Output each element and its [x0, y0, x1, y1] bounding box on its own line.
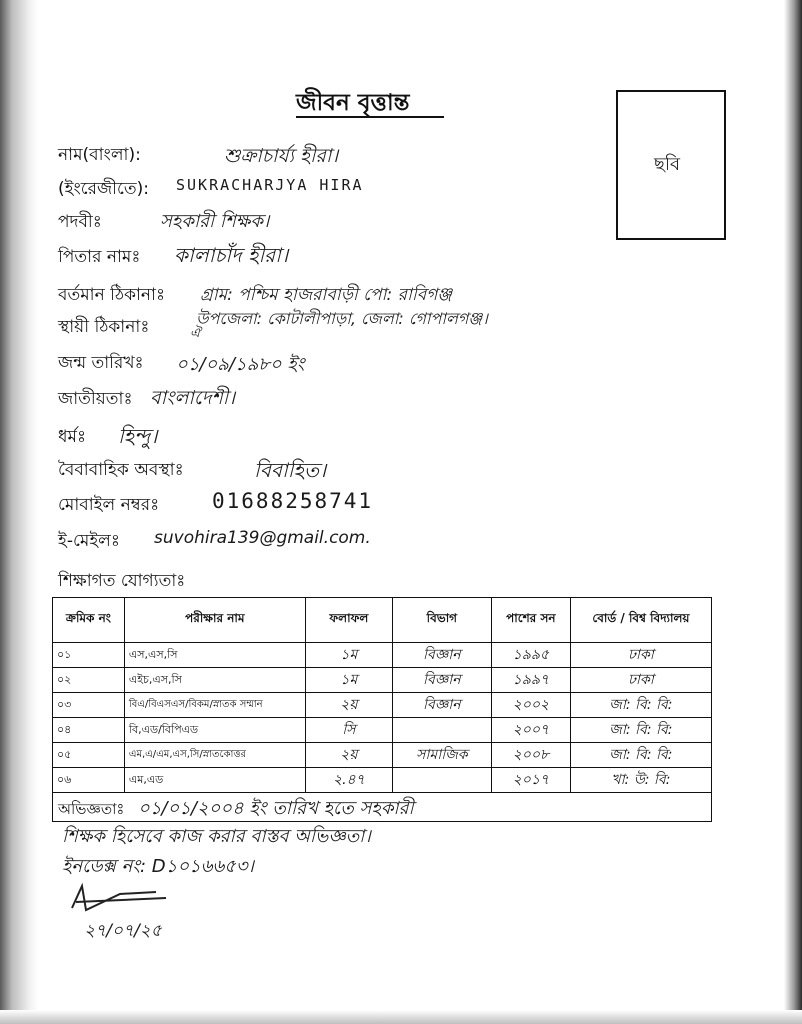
table-row [53, 643, 712, 668]
value-present-address: গ্রাম: পশ্চিম হাজরাবাড়ী পো: রাবিগঞ্জ [200, 285, 452, 305]
cell-board: জা: বি: বি: [570, 743, 711, 768]
label-mobile: মোবাইল নম্বরঃ [58, 495, 160, 515]
cell-result: সি [305, 718, 392, 743]
cell-result: ২য় [305, 743, 392, 768]
scan-shadow-right [784, 0, 802, 1024]
value-date-of-birth: ০১/০৯/১৯৮০ ইং [176, 354, 305, 375]
header-pass-year: পাশের সন [491, 598, 570, 643]
cell-exam: বি,এড/বিপিএড [124, 718, 305, 743]
cell-board: খা: উ: বি: [570, 768, 711, 793]
scan-shadow-left [0, 0, 38, 1024]
cell-department: বিজ্ঞান [392, 668, 491, 693]
label-father-name: পিতার নামঃ [58, 247, 141, 267]
signature-mark [66, 880, 186, 920]
cell-exam: এম,এ/এম,এস,সি/স্নাতকোত্তর [124, 743, 305, 768]
cell-serial: ০২ [53, 668, 125, 693]
cell-result: ২.৪৭ [305, 768, 392, 793]
experience-line-2: শিক্ষক হিসেবে কাজ করার বাস্তব অভিজ্ঞতা। [62, 826, 371, 847]
cell-department: বিজ্ঞান [392, 693, 491, 718]
header-exam: পরীক্ষার নাম [124, 598, 305, 643]
table-row [53, 668, 712, 693]
header-serial: ক্রমিক নং [53, 598, 125, 643]
value-religion: হিন্দু। [118, 424, 158, 448]
label-nationality: জাতীয়তাঃ [58, 389, 133, 409]
cell-exam: এইচ,এস,সি [124, 668, 305, 693]
value-name-english: SUKRACHARJYA HIRA [176, 176, 364, 194]
cell-serial: ০৩ [53, 693, 125, 718]
table-row [53, 768, 712, 793]
cell-exam: এস,এস,সি [124, 643, 305, 668]
label-designation: পদবীঃ [58, 212, 102, 232]
cell-result: ১ম [305, 668, 392, 693]
label-name-bangla: নাম(বাংলা): [58, 145, 141, 165]
cell-year: ২০১৭ [491, 768, 570, 793]
cell-year: ১৯৯৫ [491, 643, 570, 668]
table-header-row [53, 598, 712, 643]
cell-board: ঢাকা [570, 643, 711, 668]
cell-department [392, 718, 491, 743]
education-table [52, 597, 712, 822]
label-email: ই-মেইলঃ [58, 531, 120, 551]
label-name-english: (ইংরেজীতে): [58, 179, 149, 199]
document-title: জীবন বৃত্তান্ত [296, 90, 410, 116]
label-marital-status: বৈবাবাহিক অবস্থাঃ [58, 460, 184, 480]
cell-serial: ০১ [53, 643, 125, 668]
cell-serial: ০৬ [53, 768, 125, 793]
cell-department: বিজ্ঞান [392, 643, 491, 668]
value-marital-status: বিবাহিত। [254, 458, 327, 482]
title-underline [296, 116, 444, 118]
cell-year: ২০০২ [491, 693, 570, 718]
photo-label: ছবি [654, 154, 681, 175]
cell-department [392, 768, 491, 793]
cell-result: ১ম [305, 643, 392, 668]
cell-result: ২য় [305, 693, 392, 718]
experience-line-1: ০১/০১/২০০৪ ইং তারিখ হতে সহকারী [138, 798, 414, 819]
cell-board: জা: বি: বি: [570, 718, 711, 743]
value-nationality: বাংলাদেশী। [150, 387, 236, 409]
table-row [53, 718, 712, 743]
label-permanent-address: স্থায়ী ঠিকানাঃ [58, 317, 150, 337]
cell-serial: ০৫ [53, 743, 125, 768]
education-heading: শিক্ষাগত যোগ্যতাঃ [58, 571, 186, 591]
photo-box [616, 90, 726, 240]
signature-date: ২৭/০৭/২৫ [84, 921, 162, 941]
cell-exam: বিএ/বিএসএস/বিকম/স্নাতক সম্মান [124, 693, 305, 718]
cell-year: ২০০৮ [491, 743, 570, 768]
value-permanent-address: উপজেলা: কোটালীপাড়া, জেলা: গোপালগঞ্জ। [196, 309, 488, 328]
cell-year: ১৯৯৭ [491, 668, 570, 693]
value-permanent-address-same: ঐ [190, 326, 201, 341]
label-present-address: বর্তমান ঠিকানাঃ [58, 285, 166, 305]
experience-label: অভিজ্ঞতাঃ [58, 800, 125, 818]
scan-shadow-bottom [0, 1010, 802, 1024]
value-designation: সহকারী শিক্ষক। [160, 211, 270, 232]
experience-index-number: ইনডেক্স নং: D১০১৬৬৫৩। [62, 856, 254, 877]
header-result: ফলাফল [305, 598, 392, 643]
cell-board: জা: বি: বি: [570, 693, 711, 718]
header-board: বোর্ড / বিশ্ব বিদ্যালয় [570, 598, 711, 643]
value-email: suvohira139@gmail.com. [154, 528, 371, 548]
header-department: বিভাগ [392, 598, 491, 643]
table-row [53, 743, 712, 768]
cell-exam: এম,এড [124, 768, 305, 793]
label-religion: ধর্মঃ [58, 427, 87, 447]
value-name-bangla: শুক্রাচার্য্য হীরা। [224, 145, 339, 167]
value-father-name: কালাচাঁদ হীরা। [174, 243, 289, 267]
label-date-of-birth: জন্ম তারিখঃ [58, 353, 144, 373]
cell-serial: ০৪ [53, 718, 125, 743]
cell-year: ২০০৭ [491, 718, 570, 743]
cell-department: সামাজিক [392, 743, 491, 768]
table-row [53, 693, 712, 718]
value-mobile: 01688258741 [212, 489, 374, 513]
cell-board: ঢাকা [570, 668, 711, 693]
